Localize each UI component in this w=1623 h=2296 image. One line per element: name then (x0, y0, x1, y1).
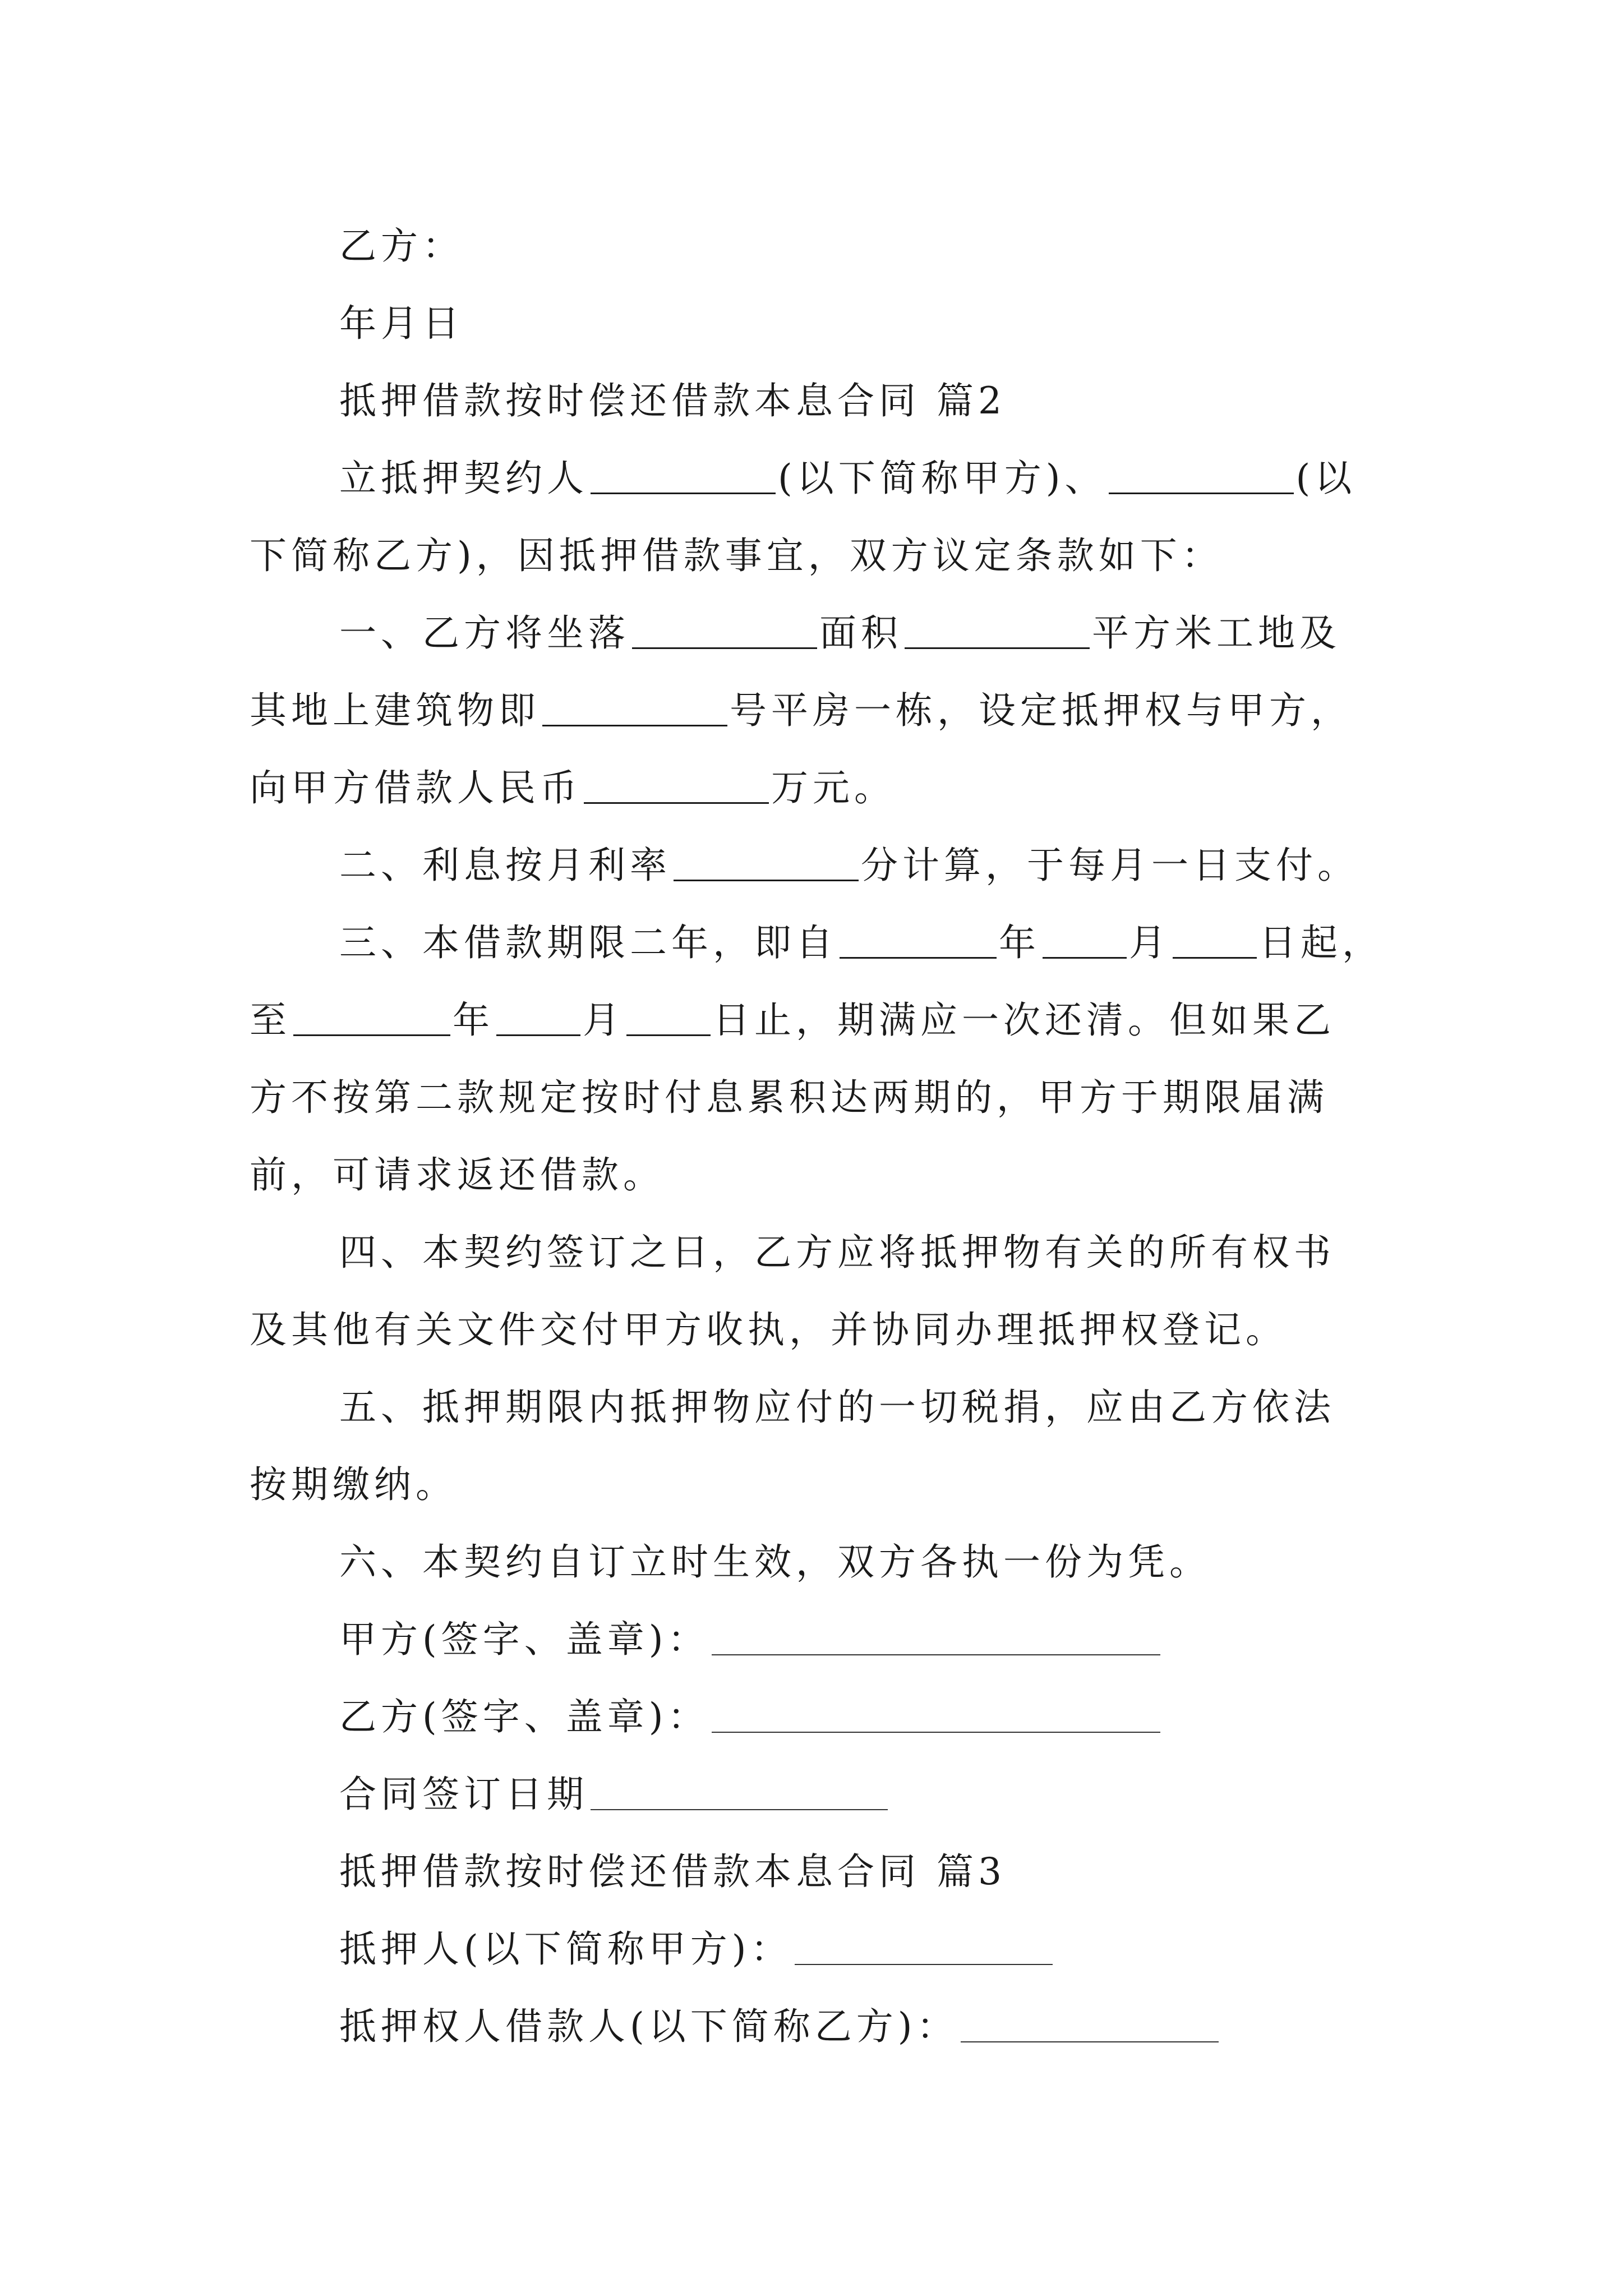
text-run: (以 (1295, 457, 1357, 500)
blank-field (496, 997, 580, 1036)
blank-field (293, 997, 450, 1036)
paragraph-line: 六、本契约自订立时生效，双方各执一份为凭。 (339, 1540, 1211, 1584)
text-run: 平方米工地及 (1092, 611, 1341, 655)
date-label: 年月日 (339, 302, 464, 345)
blank-field (905, 610, 1090, 649)
text-run: 年 (999, 921, 1040, 964)
text-run: 二、利息按月利率 (339, 844, 671, 887)
text-run: 月 (583, 999, 624, 1042)
text-run: 号平房一栋，设定抵押权与甲方， (730, 689, 1352, 732)
text-run: 立抵押契约人 (339, 457, 588, 500)
blank-field (961, 2004, 1219, 2042)
text-run: 一、乙方将坐落 (339, 611, 630, 655)
text-run: 月 (1129, 921, 1170, 964)
paragraph-line (250, 595, 1382, 672)
text-run: 日起， (1259, 921, 1384, 964)
text-run: 甲方(签字、盖章)： (339, 1618, 709, 1661)
blank-field (1173, 920, 1257, 959)
blank-field (591, 455, 776, 494)
text-run: 抵押人(以下简称甲方)： (339, 1927, 792, 1971)
section-title-3: 抵押借款按时偿还借款本息合同 篇3 (339, 1850, 1006, 1893)
blank-field (840, 920, 997, 959)
text-run: 抵押权人借款人(以下简称乙方)： (339, 2005, 958, 2048)
paragraph-line: 方不按第二款规定按时付息累积达两期的，甲方于期限届满 (250, 1076, 1329, 1119)
paragraph-line: 下简称乙方)，因抵押借款事宜，双方议定条款如下： (250, 534, 1223, 577)
text-run: 其地上建筑物即 (250, 689, 540, 732)
signature-blank (712, 1695, 1160, 1733)
blank-field (632, 610, 817, 649)
text-run: 分计算，于每月一日支付。 (861, 844, 1359, 887)
blank-field (1109, 455, 1294, 494)
document-page (250, 208, 1382, 2065)
paragraph-line (250, 440, 1382, 517)
section-title-2: 抵押借款按时偿还借款本息合同 篇2 (339, 379, 1006, 422)
paragraph-line: 前，可请求返还借款。 (250, 1153, 665, 1197)
paragraph-line (250, 827, 1382, 904)
blank-field (584, 765, 769, 804)
paragraph-line (250, 749, 1382, 827)
blank-field (542, 688, 727, 726)
paragraph-line: 及其他有关文件交付甲方收执，并协同办理抵押权登记。 (250, 1308, 1287, 1351)
blank-field (626, 997, 711, 1036)
mortgagee-line (250, 1988, 1382, 2065)
paragraph-line (250, 982, 1382, 1059)
paragraph-line (250, 672, 1382, 749)
paragraph-line (250, 904, 1382, 982)
text-run: 三、本借款期限二年，即自 (339, 921, 837, 964)
signature-line-party-b (250, 1678, 1382, 1756)
text-run: 面积 (819, 611, 902, 655)
text-run: (以下简称甲方)、 (778, 457, 1106, 500)
date-blank (591, 1772, 888, 1810)
blank-field (1043, 920, 1127, 959)
text-run: 日止，期满应一次还清。但如果乙 (713, 999, 1335, 1042)
paragraph-line: 五、抵押期限内抵押物应付的一切税捐，应由乙方依法 (339, 1386, 1335, 1429)
blank-field (795, 1927, 1053, 1965)
paragraph-line: 按期缴纳。 (250, 1463, 457, 1506)
signature-line-party-a (250, 1601, 1382, 1678)
paragraph-line: 四、本契约签订之日，乙方应将抵押物有关的所有权书 (339, 1231, 1335, 1274)
text-run: 年 (453, 999, 494, 1042)
text-run: 至 (250, 999, 291, 1042)
text-run: 乙方(签字、盖章)： (339, 1695, 709, 1738)
party-b-label: 乙方： (339, 224, 464, 268)
blank-field (674, 843, 859, 881)
text-run: 万元。 (771, 766, 896, 809)
contract-date-line (250, 1756, 1382, 1833)
mortgagor-line (250, 1911, 1382, 1988)
text-run: 向甲方借款人民币 (250, 766, 582, 809)
text-run: 合同签订日期 (339, 1773, 588, 1816)
signature-blank (712, 1617, 1160, 1655)
